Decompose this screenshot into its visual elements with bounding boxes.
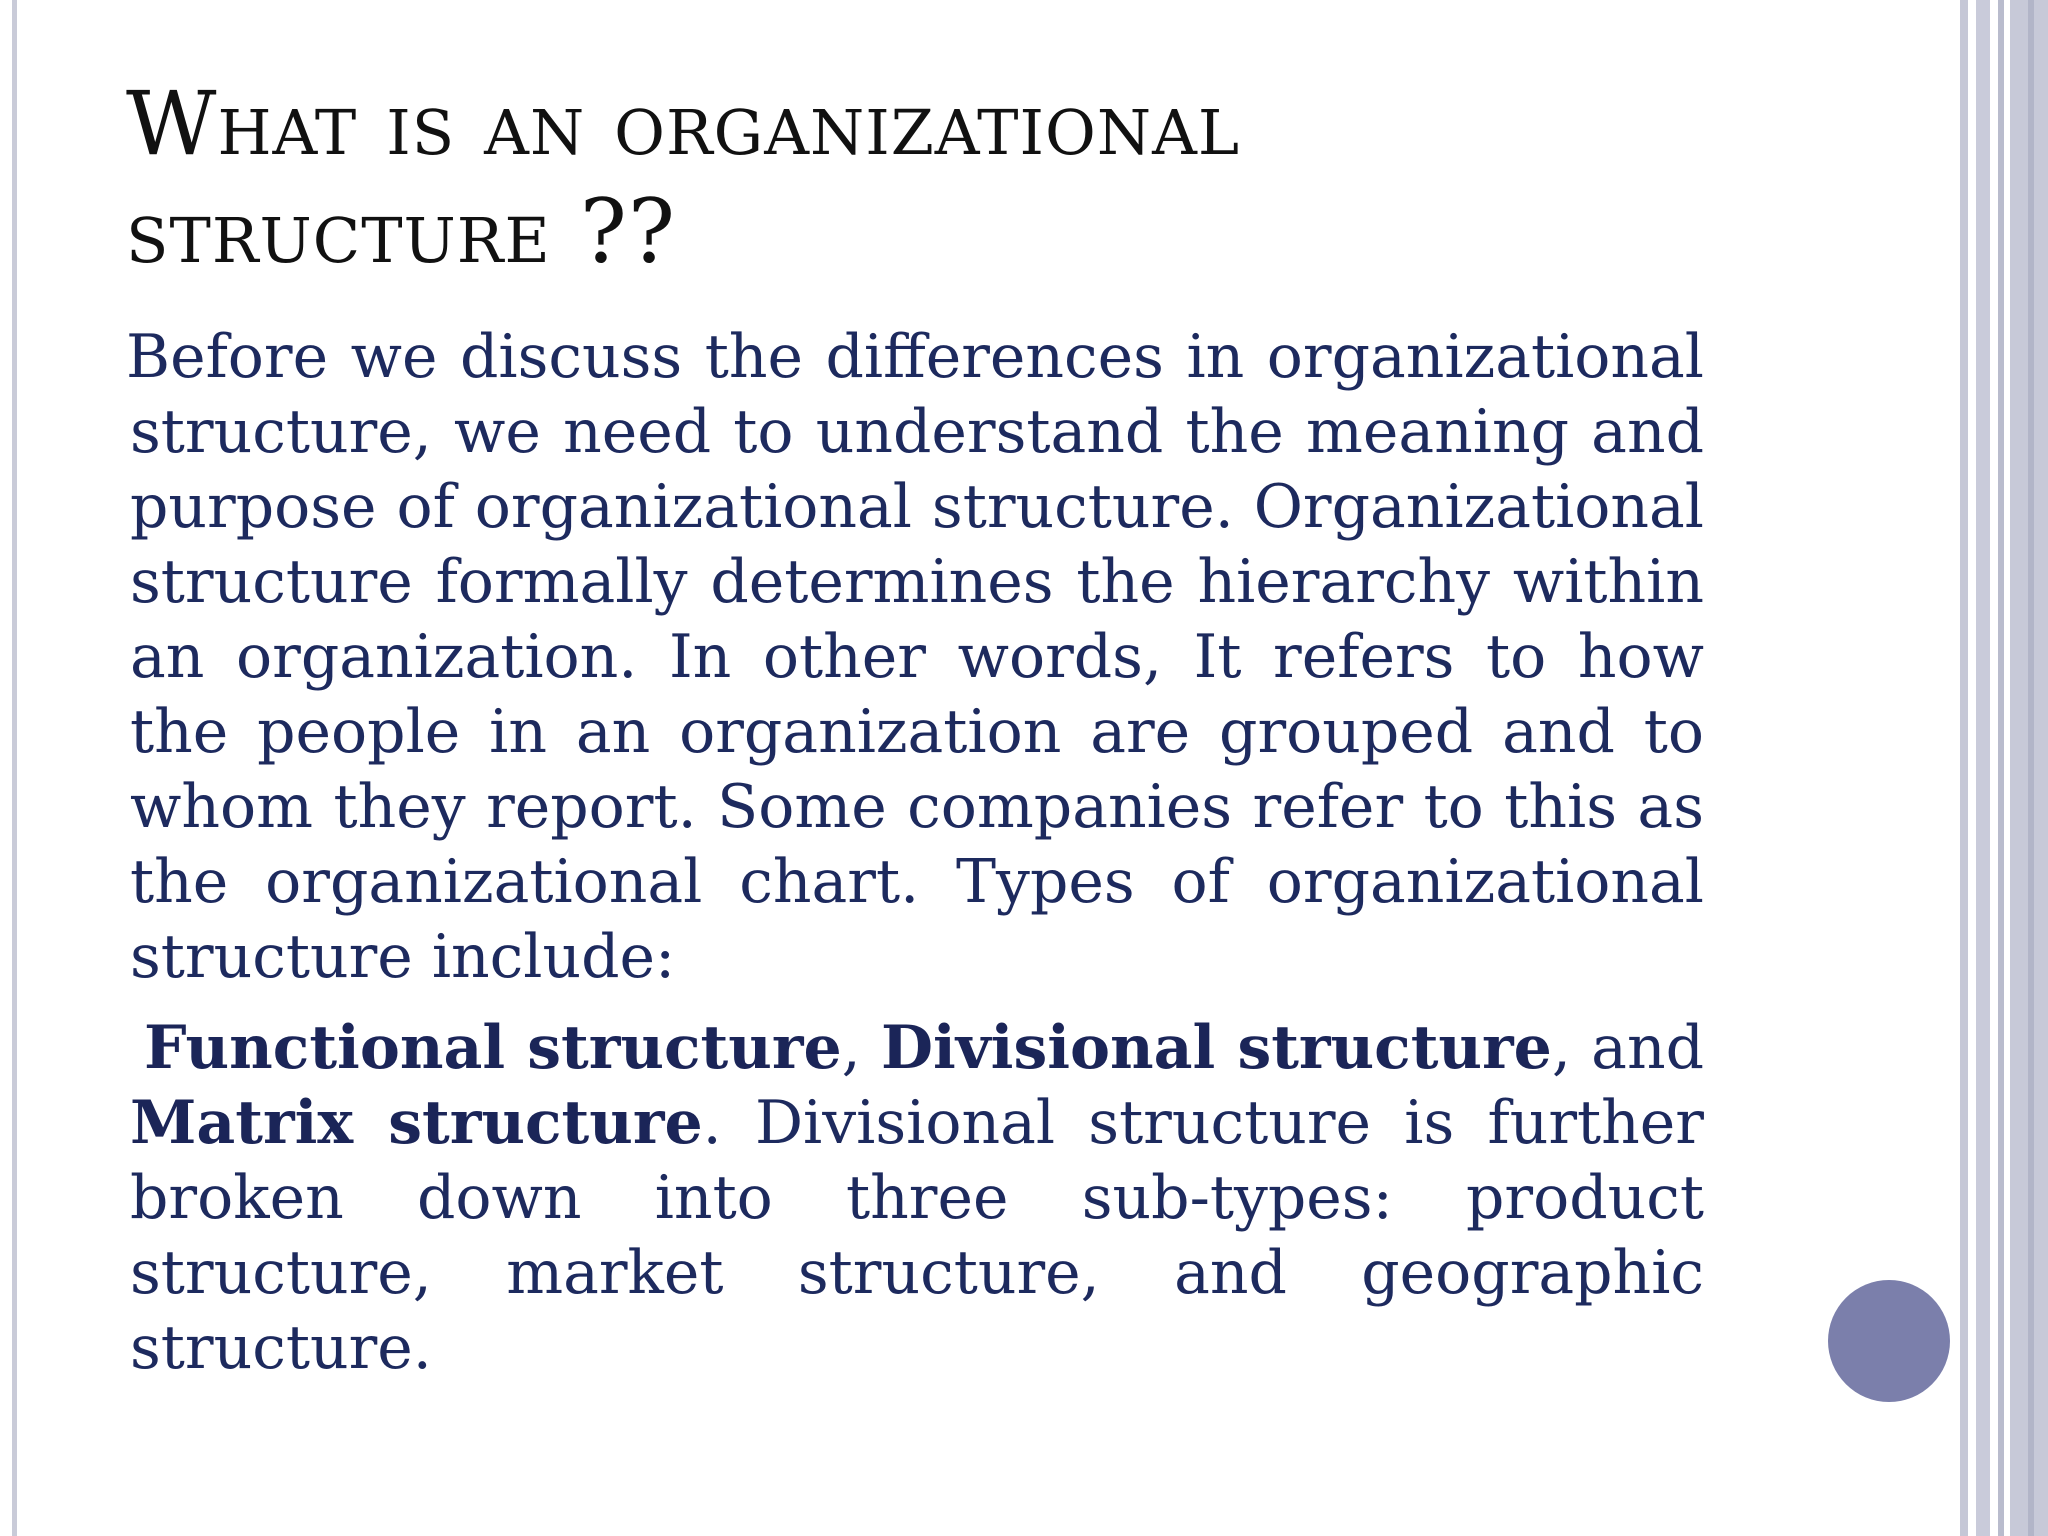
slide-title-line1: What is an organizational xyxy=(126,72,1241,175)
body-paragraph-intro: Before we discuss the differences in organizational structure, we need to understand the meaning and purpose of organizational structure. Organizational structure formally determines the hierarchy within an organization. In other words, It refers to how the people in an organization are grouped and to whom they report. Some companies refer to this as the organizational chart. Types of organizational structure include: xyxy=(126,322,1704,992)
matrix-structure-term: Matrix structure xyxy=(130,1088,703,1158)
functional-structure-term: Functional structure xyxy=(144,1013,842,1083)
slide-title xyxy=(126,70,1726,286)
slide-title-line2: structure ?? xyxy=(126,180,677,283)
right-frame-stripe xyxy=(2028,0,2034,1536)
slide-body xyxy=(126,320,1704,1386)
right-frame-stripe xyxy=(1960,0,1968,1536)
body-paragraph-types xyxy=(130,1011,1704,1386)
types-description: . Divisional structure is further broken down into three sub-types: product structure, market structure, and geographic structure. xyxy=(130,1088,1704,1383)
right-frame-stripe xyxy=(1976,0,1990,1536)
circle-icon xyxy=(1828,1280,1950,1402)
right-frame-stripe xyxy=(1998,0,2004,1536)
divisional-structure-term: Divisional structure xyxy=(880,1013,1552,1083)
left-frame-line xyxy=(12,0,17,1536)
separator-text: , and xyxy=(1551,1013,1704,1083)
separator-text: , xyxy=(841,1013,881,1083)
